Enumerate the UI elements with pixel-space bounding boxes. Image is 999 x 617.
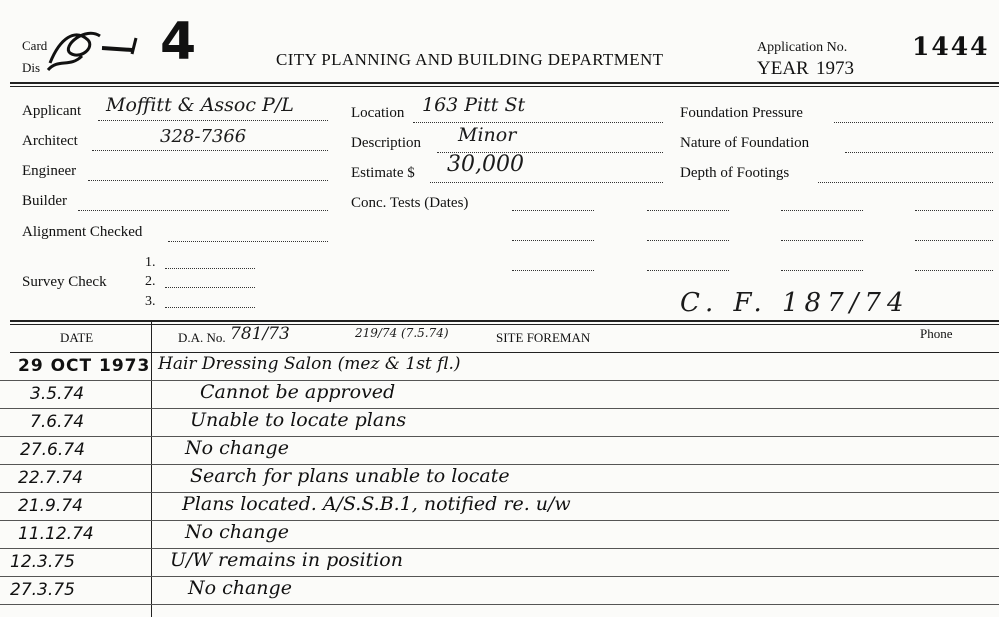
row-entry: No change [185,521,289,543]
estimate-label: Estimate $ [351,165,415,181]
nature-foundation-label: Nature of Foundation [680,135,810,151]
row-date: 27.3.75 [10,580,75,600]
row-date: 7.6.74 [30,412,85,432]
row-date: 21.9.74 [18,496,83,516]
row-date: 11.12.74 [18,524,94,544]
row-date: 27.6.74 [20,440,85,460]
depth-footings-label: Depth of Footings [680,165,790,181]
survey-label: Survey Check [22,274,107,290]
row-entry: Plans located. A/S.S.B.1, notified re. u/w [182,493,571,515]
row-entry: No change [185,437,289,459]
conc-tests-label: Conc. Tests (Dates) [351,195,469,211]
row-entry: No change [188,577,292,599]
applicant-label: Applicant [22,103,82,119]
builder-label: Builder [22,193,67,209]
phone-label: Phone [920,326,953,341]
log-header-rule [10,352,999,353]
dis-label: Dis [22,60,41,75]
card-number: 4 [160,12,197,72]
log-top-rule-thin [10,324,999,325]
survey-item-3: 3. [145,294,156,309]
row-date: 3.5.74 [30,384,85,404]
date-column-divider [151,322,152,617]
header-rule-thin [10,86,999,87]
description-value: Minor [458,124,517,146]
da-extra: 219/74 (7.5.74) [355,326,449,340]
header-rule [10,82,999,84]
alignment-label: Alignment Checked [22,224,143,240]
row-date: 22.7.74 [18,468,83,488]
description-label: Description [351,135,421,151]
survey-item-1: 1. [145,255,156,270]
engineer-label: Engineer [22,163,77,179]
applicant-value: Moffitt & Assoc P/L [106,94,294,116]
architect-label: Architect [22,133,78,149]
da-value: 781/73 [230,324,290,344]
row-entry: Cannot be approved [200,381,396,403]
location-label: Location [351,105,405,121]
estimate-value: 30,000 [447,152,524,177]
da-label: D.A. No. [178,330,226,345]
application-no: 1444 [912,32,990,61]
ink-scribble [40,18,180,78]
foundation-pressure-label: Foundation Pressure [680,105,803,121]
site-foreman-label: SITE FOREMAN [496,330,591,345]
card-label: Card [22,38,48,53]
row-entry: Hair Dressing Salon (mez & 1st fl.) [158,354,461,374]
year-label: YEAR [757,58,809,79]
row-entry: Search for plans unable to locate [190,465,510,487]
row-entry: Unable to locate plans [190,409,407,431]
row-entry: U/W remains in position [170,549,403,571]
application-no-label: Application No. [757,40,848,55]
architect-value: 328-7366 [160,126,247,147]
year-value: 1973 [816,58,854,79]
row-date: 29 OCT 1973 [18,356,151,376]
location-value: 163 Pitt St [422,94,526,116]
log-top-rule [10,320,999,322]
row-date: 12.3.75 [10,552,75,572]
cf-value: C. F. 187/74 [680,288,910,318]
date-header: DATE [60,330,94,345]
survey-item-2: 2. [145,274,156,289]
department-title: CITY PLANNING AND BUILDING DEPARTMENT [276,50,664,69]
